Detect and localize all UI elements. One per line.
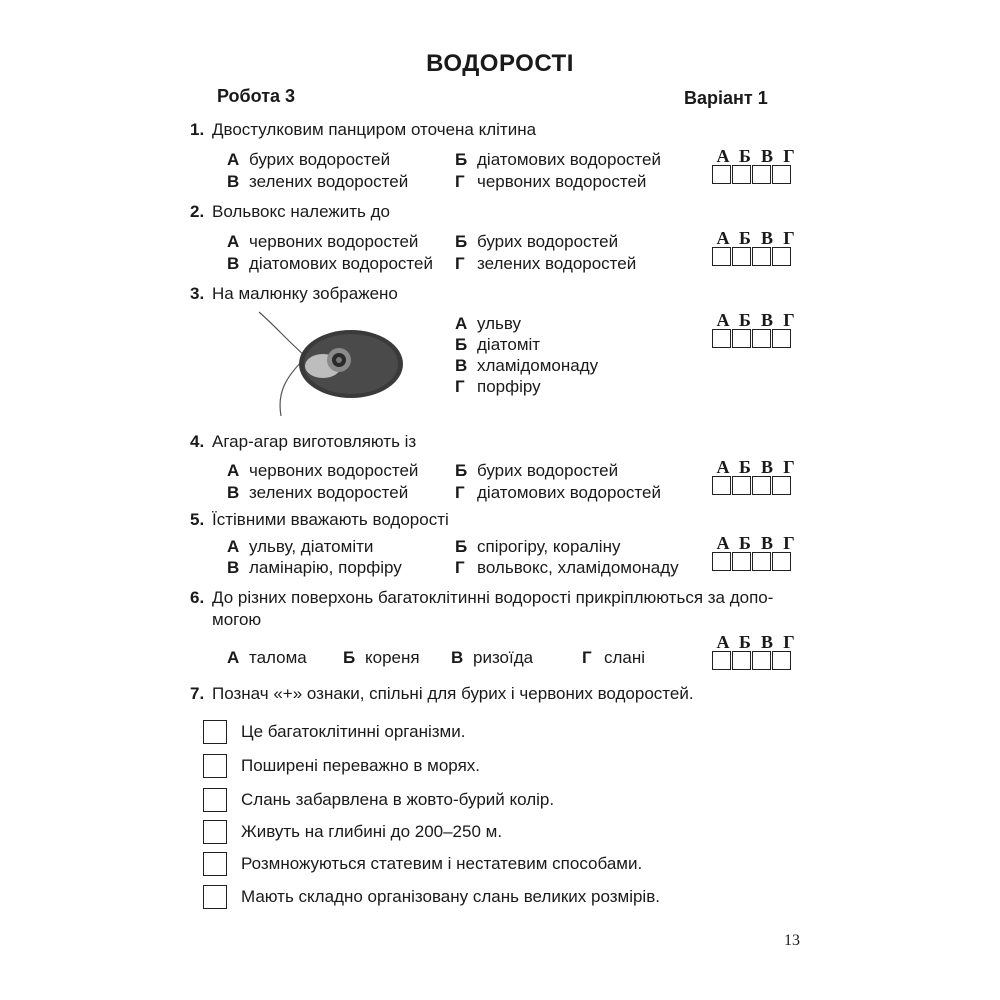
variant-label: Варіант 1: [684, 88, 768, 108]
checkbox[interactable]: [203, 720, 227, 744]
option-a: А ульву, діатоміти: [227, 537, 374, 556]
question-text: Вольвокс належить до: [212, 202, 390, 221]
question-number: 1.: [190, 120, 205, 139]
answer-box[interactable]: [752, 165, 771, 184]
answer-grid-1: А Б В Г: [712, 146, 804, 184]
answer-grid-3: А Б В Г: [712, 310, 804, 348]
checklist-item: Поширені переважно в морях.: [203, 754, 480, 778]
answer-box[interactable]: [752, 329, 771, 348]
checklist-item: Слань забарвлена в жовто-бурий колір.: [203, 788, 554, 812]
option-b: Б бурих водоростей: [455, 232, 619, 251]
answer-grid-6: А Б В Г: [712, 632, 804, 670]
answer-box[interactable]: [712, 165, 731, 184]
answer-box[interactable]: [732, 329, 751, 348]
answer-box[interactable]: [732, 651, 751, 670]
answer-box[interactable]: [712, 329, 731, 348]
question-5: 5. Їстівними вважають водорості: [190, 510, 449, 529]
question-text-cont: могою: [212, 610, 262, 629]
answer-box[interactable]: [752, 476, 771, 495]
answer-box[interactable]: [732, 476, 751, 495]
checklist-item: Мають складно організовану слань великих розмірів.: [203, 885, 660, 909]
question-text: Їстівними вважають водорості: [212, 510, 449, 529]
checkbox[interactable]: [203, 885, 227, 909]
option-d: Г зелених водоростей: [455, 254, 637, 273]
option-b: Б бурих водоростей: [455, 461, 619, 480]
chlamydomonas-illustration: [255, 308, 415, 420]
option-b: Б кореня: [343, 648, 420, 667]
option-c: В діатомових водоростей: [227, 254, 433, 273]
answer-box[interactable]: [772, 476, 791, 495]
option-b: Б діатомових водоростей: [455, 150, 661, 169]
question-text: Двостулковим панциром оточена клітина: [212, 120, 537, 139]
answer-box[interactable]: [712, 476, 731, 495]
answer-grid-5: А Б В Г: [712, 533, 804, 571]
option-b: Б діатоміт: [455, 335, 541, 354]
option-b: Б спірогіру, кораліну: [455, 537, 621, 556]
option-a: А червоних водоростей: [227, 461, 419, 480]
answer-box[interactable]: [732, 165, 751, 184]
question-text: Познач «+» ознаки, спільні для бурих і червоних водоростей.: [212, 684, 694, 703]
page-number: 13: [784, 932, 800, 949]
answer-box[interactable]: [772, 247, 791, 266]
page-title: ВОДОРОСТІ: [426, 50, 574, 77]
answer-box[interactable]: [732, 247, 751, 266]
answer-grid-4: А Б В Г: [712, 457, 804, 495]
answer-box[interactable]: [752, 247, 771, 266]
option-d: Г червоних водоростей: [455, 172, 647, 191]
question-text: Агар-агар виготовляють із: [212, 432, 417, 451]
option-d: Г порфіру: [455, 377, 541, 396]
answer-box[interactable]: [772, 552, 791, 571]
checkbox[interactable]: [203, 754, 227, 778]
question-3: 3. На малюнку зображено: [190, 284, 398, 303]
answer-box[interactable]: [772, 651, 791, 670]
option-c: В зелених водоростей: [227, 483, 409, 502]
checklist-item: Це багатоклітинні організми.: [203, 720, 465, 744]
option-d: Г слані: [582, 648, 646, 667]
question-6: 6. До різних поверхонь багатоклітинні водорості прикріплюються за допо-: [190, 588, 774, 607]
checklist-item: Живуть на глибині до 200–250 м.: [203, 820, 502, 844]
option-c: В ламінарію, порфіру: [227, 558, 402, 577]
option-a: А бурих водоростей: [227, 150, 391, 169]
answer-box[interactable]: [752, 651, 771, 670]
option-c: В зелених водоростей: [227, 172, 409, 191]
option-d: Г діатомових водоростей: [455, 483, 661, 502]
checklist-item: Розмножуються статевим і нестатевим способами.: [203, 852, 642, 876]
question-text: На малюнку зображено: [212, 284, 398, 303]
option-c: В хламідомонаду: [455, 356, 599, 375]
answer-box[interactable]: [772, 165, 791, 184]
answer-box[interactable]: [712, 247, 731, 266]
question-4: 4. Агар-агар виготовляють із: [190, 432, 417, 451]
answer-box[interactable]: [712, 552, 731, 571]
question-2: 2. Вольвокс належить до: [190, 202, 390, 221]
checkbox[interactable]: [203, 820, 227, 844]
option-d: Г вольвокс, хламідомонаду: [455, 558, 679, 577]
answer-grid-2: А Б В Г: [712, 228, 804, 266]
option-c: В ризоїда: [451, 648, 534, 667]
question-7: 7. Познач «+» ознаки, спільні для бурих і червоних водоростей.: [190, 684, 694, 703]
question-1: [190, 120, 536, 140]
option-a: А ульву: [455, 314, 522, 333]
checkbox[interactable]: [203, 788, 227, 812]
option-a: А талома: [227, 648, 307, 667]
option-a: А червоних водоростей: [227, 232, 419, 251]
answer-box[interactable]: [712, 651, 731, 670]
answer-box[interactable]: [772, 329, 791, 348]
work-label: Робота 3: [217, 86, 296, 106]
checkbox[interactable]: [203, 852, 227, 876]
answer-box[interactable]: [732, 552, 751, 571]
answer-box[interactable]: [752, 552, 771, 571]
question-text: До різних поверхонь багатоклітинні водорості прикріплюються за допо-: [212, 588, 774, 607]
